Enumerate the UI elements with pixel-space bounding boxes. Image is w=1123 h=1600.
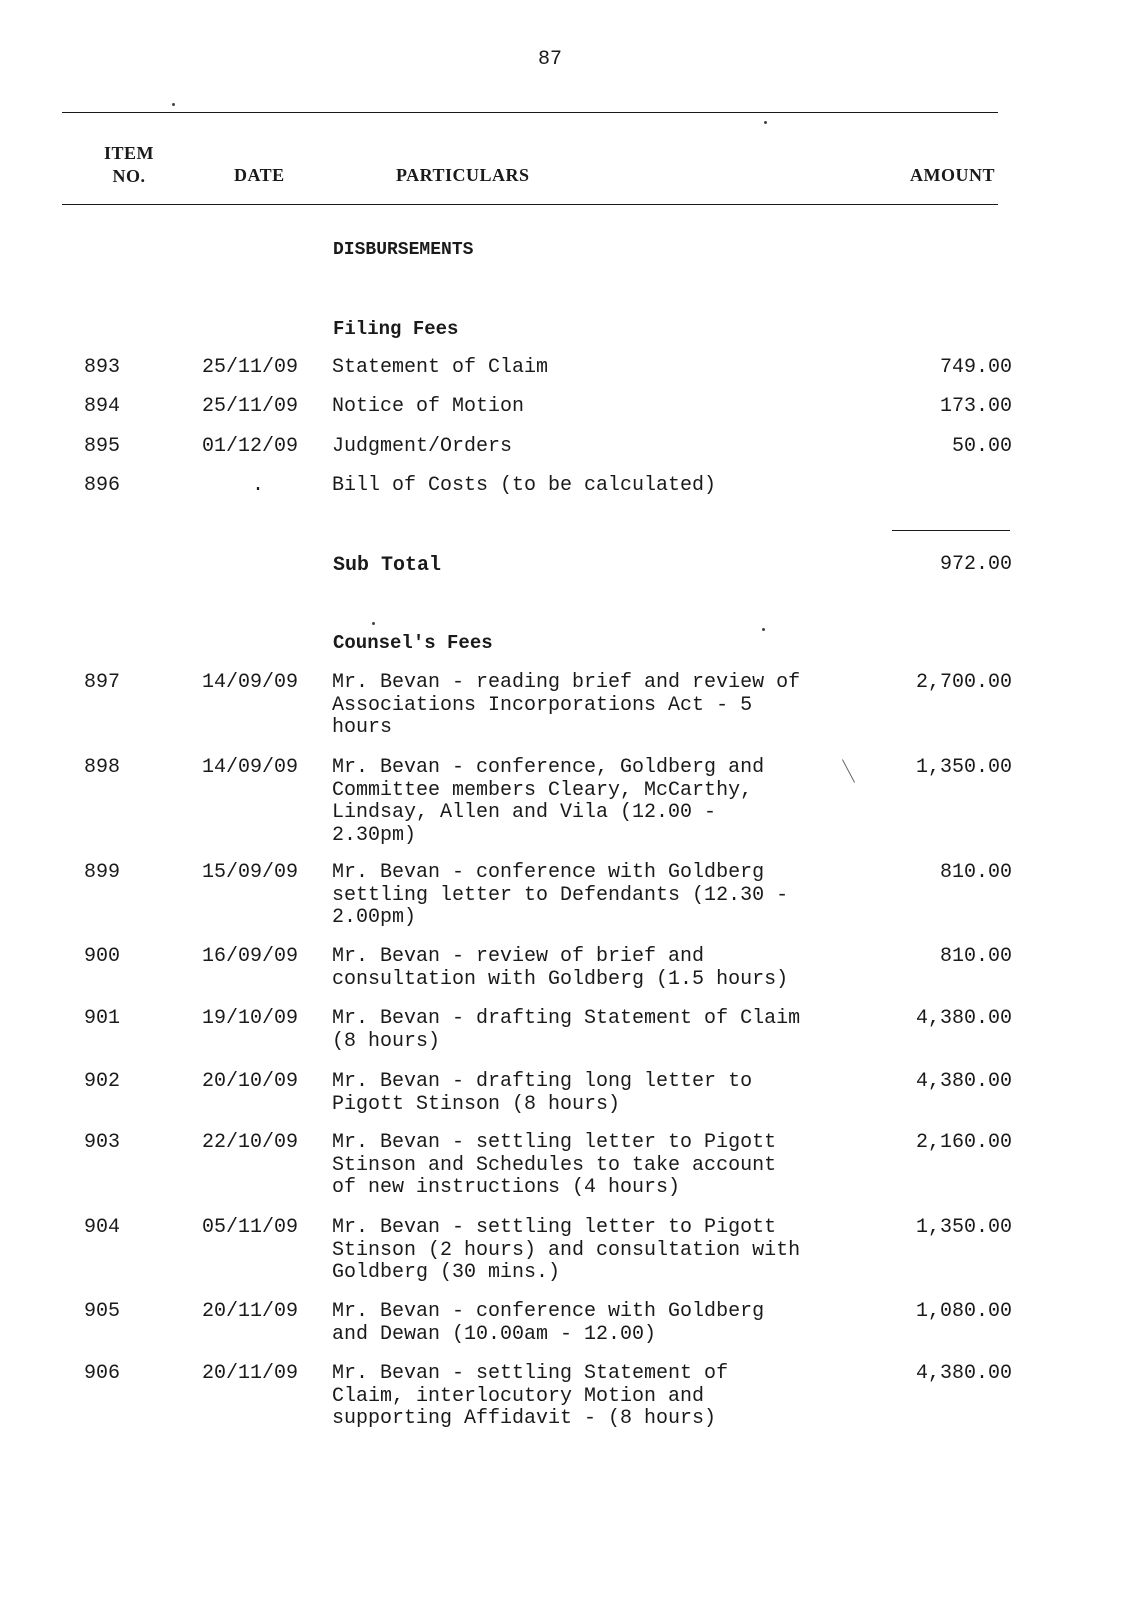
item-particulars: Mr. Bevan - drafting Statement of Claim (8 hours) [332,1007,801,1053]
item-amount: 4,380.00 [915,1070,1012,1093]
item-date: 05/11/09 [202,1216,299,1239]
subtotal-rule [892,530,1010,531]
item-number: 904 [84,1216,121,1239]
item-particulars: Mr. Bevan - settling letter to Pigott Stinson (2 hours) and consultation with Goldberg (30 mins.) [332,1216,801,1284]
item-particulars: Mr. Bevan - drafting long letter to Pigott Stinson (8 hours) [332,1070,753,1116]
item-number: 906 [84,1362,121,1385]
item-date: 01/12/09 [202,435,299,458]
item-number: 897 [84,671,121,694]
item-date: 15/09/09 [202,861,299,884]
header-item-line1: ITEM [103,143,154,163]
item-particulars: Mr. Bevan - conference, Goldberg and Committee members Cleary, McCarthy, Lindsay, Allen and Vila (12.00 - 2.30pm) [332,756,765,847]
counsels-fees-title: Counsel's Fees [333,632,493,654]
item-number: 903 [84,1131,121,1154]
item-date: . [252,474,265,497]
header-top-rule [62,112,998,113]
scan-speck [172,103,175,106]
item-number: 898 [84,756,121,779]
item-particulars: Mr. Bevan - settling letter to Pigott Stinson and Schedules to take account of new instructions (4 hours) [332,1131,777,1199]
item-amount: 810.00 [939,945,1012,968]
header-bottom-rule [62,204,998,205]
item-amount: 173.00 [939,395,1012,418]
item-number: 900 [84,945,121,968]
item-particulars: Statement of Claim [332,356,549,379]
item-date: 20/11/09 [202,1300,299,1323]
item-date: 19/10/09 [202,1007,299,1030]
item-number: 901 [84,1007,121,1030]
page-number: 87 [537,48,562,71]
item-date: 14/09/09 [202,671,299,694]
item-number: 893 [84,356,121,379]
header-item-no [90,142,168,188]
item-date: 20/10/09 [202,1070,299,1093]
scan-speck [762,628,765,631]
item-particulars: Mr. Bevan - conference with Goldberg settling letter to Defendants (12.30 - 2.00pm) [332,861,789,929]
disbursements-title: DISBURSEMENTS [333,240,474,260]
item-number: 896 [84,474,121,497]
item-number: 895 [84,435,121,458]
item-date: 22/10/09 [202,1131,299,1154]
item-amount: 4,380.00 [915,1362,1012,1385]
item-amount: 749.00 [939,356,1012,379]
item-particulars: Mr. Bevan - conference with Goldberg and Dewan (10.00am - 12.00) [332,1300,765,1346]
item-number: 899 [84,861,121,884]
item-date: 25/11/09 [202,356,299,379]
subtotal-label: Sub Total [333,554,442,577]
item-date: 16/09/09 [202,945,299,968]
item-particulars: Notice of Motion [332,395,525,418]
item-particulars: Judgment/Orders [332,435,513,458]
scan-speck [764,121,767,124]
subtotal-amount: 972.00 [939,553,1012,576]
item-particulars: Mr. Bevan - reading brief and review of Associations Incorporations Act - 5 hours [332,671,801,739]
item-particulars: Mr. Bevan - settling Statement of Claim, interlocutory Motion and supporting Affidavit - (8 hours) [332,1362,729,1430]
item-amount: 1,350.00 [915,1216,1012,1239]
item-particulars: Bill of Costs (to be calculated) [332,474,717,497]
item-number: 902 [84,1070,121,1093]
header-date: DATE [234,165,285,185]
item-amount: 1,350.00 [915,756,1012,779]
item-amount: 50.00 [951,435,1012,458]
item-amount: 4,380.00 [915,1007,1012,1030]
item-number: 905 [84,1300,121,1323]
item-amount: 2,160.00 [915,1131,1012,1154]
item-number: 894 [84,395,121,418]
item-amount: 810.00 [939,861,1012,884]
header-item-line2: NO. [112,166,146,186]
filing-fees-title: Filing Fees [333,318,459,340]
item-amount: 1,080.00 [915,1300,1012,1323]
item-date: 14/09/09 [202,756,299,779]
item-date: 25/11/09 [202,395,299,418]
scan-speck [372,622,375,625]
header-amount: AMOUNT [910,165,995,185]
header-particulars: PARTICULARS [396,165,530,185]
item-amount: 2,700.00 [915,671,1012,694]
item-date: 20/11/09 [202,1362,299,1385]
item-particulars: Mr. Bevan - review of brief and consultation with Goldberg (1.5 hours) [332,945,789,991]
